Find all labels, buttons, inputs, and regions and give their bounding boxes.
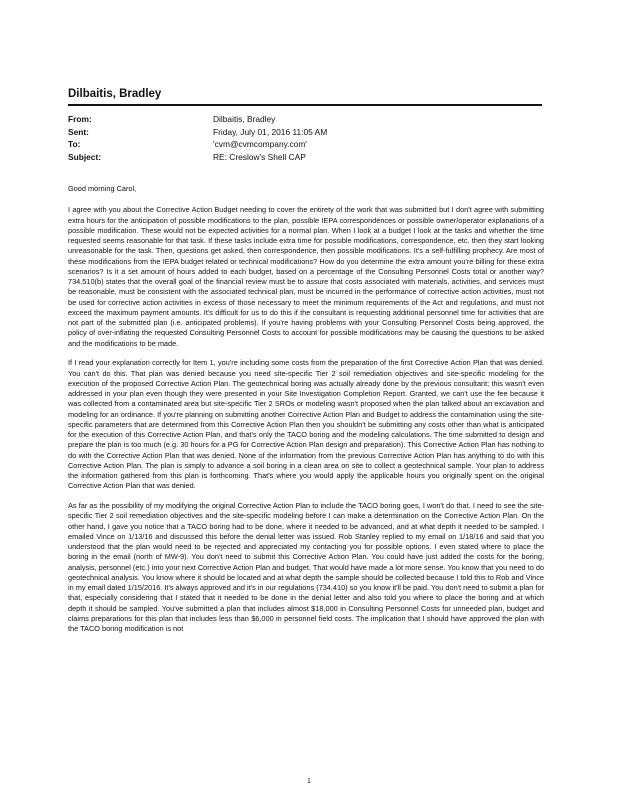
to-value: 'cvm@cvmcompany.com' <box>213 139 307 149</box>
sent-value: Friday, July 01, 2016 11:05 AM <box>213 126 328 137</box>
email-body <box>68 184 544 644</box>
from-label: From: <box>68 114 92 124</box>
body-paragraph: As far as the possibility of my modifying the original Corrective Action Plan to include the TACO boring goes, I won't do that. I need to see the site-specific Tier 2 soil remediation objectives and the site-specific modeling before I can make a determination on the Corrective Action Plan. On the other hand, I gave you notice that a TACO boring had to be done, where it needed to be advanced, and at what depth it needed to be sampled. I emailed Vince on 1/13/16 and discussed this before the denial letter was issued. Rob Stanley replied to my email on 1/18/16 and said that you understood that the plan would need to be rejected and appreciated my contacting you for possible options. I even stated where to place the boring in the email (north of MW-9). You don't need to submit this Corrective Action Plan. You could have just added the costs for the boring, analysis, personnel (etc.) into your next Corrective Action Plan and budget. That would have made a lot more sense. You know that you need to do geotechnical analysis. You know where it should be located and at what depth the sample should be collected because I told this to Rob and Vince in my email dated 1/15/2016. It's always approved and it's in our regulations (734.410) so you know it'll be paid. You don't need to submit a plan for that, especially considering that I stated that it needed to be done in the denial letter and also told you where to place the boring and at which depth it should be sampled. You've submitted a plan that includes almost $18,000 in Consulting Personnel Costs for unneeded plan, budget and claims preparations for this plan that includes less than $6,000 in personnel field costs. The implication that I should have approved the plan with the TACO boring modification is not <box>68 501 544 634</box>
page-number: 1 <box>307 778 311 785</box>
subject-label: Subject: <box>68 151 102 162</box>
subject-value: RE: Creslow's Shell CAP <box>213 151 306 162</box>
body-paragraph: I agree with you about the Corrective Action Budget needing to cover the entirety of the work that was submitted but I don't agree with submitting extra hours for the anticipation of possible modifications to the plan, possible IEPA correspondences or possible owner/operator explanations of a possible modification. These would not be expected activities for a normal plan. When I look at a budget I look at the tasks and whether the time requested seems reasonable for that task. If these tasks include extra time for possible modifications, correspondence, etc. then they start looking unreasonable for the task. Then, questions get asked, then correspondence, then possible modifications. It's a self-fulfilling prophecy. Are most of these modifications from the IEPA budget related or technical modifications? How do you determine the extra amount you're billing for these extra scenarios? Is it a set amount of hours added to each budget, based on a percentage of the Consulting Personnel Costs total or another way? 734.510(b) states that the overall goal of the financial review must be to assure that costs associated with materials, activities, and services must be reasonable, must be consistent with the associated technical plan, must be incurred in the performance of corrective action activities, must not be used for corrective action activities in excess of those necessary to meet the minimum requirements of the Act and regulations, and must not exceed the maximum payment amounts. It's difficult for us to do this if the consultant is requesting additional personnel time for activities that are not part of the submitted plan (i.e. anticipated problems). If you're having problems with your Consulting Personnel Costs being approved, the policy of over-inflating the requested Consulting Personnel Costs to account for possible modifications may be causing the questions to be asked and the modifications to be made. <box>68 205 544 348</box>
email-metadata <box>68 113 548 163</box>
body-paragraph: If I read your explanation correctly for Item 1, you're including some costs from the preparation of the first Corrective Action Plan that was denied. You can't do this. That plan was denied because you need site-specific Tier 2 soil remediation objectives and site-specific modeling for the execution of the proposed Corrective Action Plan. The geotechnical boring was actually already done by the previous consultant; this wasn't even addressed in your plan even though they were presented in your Site Investigation Completion Report. Granted, we can't use the fee because it was collected from a contaminated area but site-specific Tier 2 SROs or modeling wasn't proposed when the plan talked about an excavation and modeling for an ordinance. If you're planning on submitting another Corrective Action Plan and Budget to address the contamination using the site-specific parameters that are determined from this Corrective Action Plan then you shouldn't be submitting any costs other than what is anticipated for the execution of this Corrective Action Plan, and that's only the TACO boring and the modeling calculations. The time submitted to design and prepare the plan is too much (e.g. 30 hours for a PG for Corrective Action Plan design and preparation). This Corrective Action Plan has nothing to do with the Corrective Action Plan that was denied. None of the information from the previous Corrective Action Plan has anything to do with this Corrective Action Plan. The plan is simply to advance a soil boring in a clean area on site to collect a geotechnical sample. Your plan to address the information gathered from this plan is forthcoming. That's where you would apply the applicable hours you originally spent on the original Corrective Action Plan that was denied. <box>68 358 544 491</box>
to-row <box>68 138 548 151</box>
from-row <box>68 113 548 126</box>
from-value: Dilbaitis, Bradley <box>213 114 276 124</box>
to-label: To: <box>68 139 81 149</box>
sender-heading: Dilbaitis, Bradley <box>68 88 162 100</box>
greeting: Good morning Carol, <box>68 184 137 193</box>
header-divider <box>68 104 542 106</box>
sent-label: Sent: <box>68 126 89 137</box>
subject-row <box>68 151 548 164</box>
sent-row <box>68 126 548 139</box>
